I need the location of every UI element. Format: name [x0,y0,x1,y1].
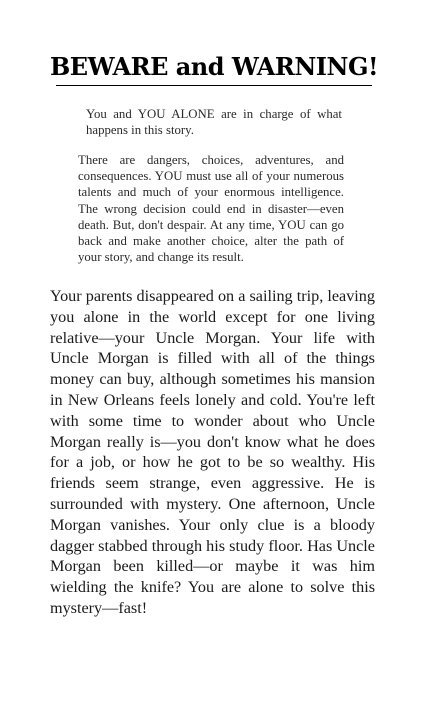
synopsis-paragraph: Your parents disappeared on a sailing trip, leaving you alone in the world except for one living relative—your Uncle Morgan. Your life with Uncle Morgan is filled with all of the things money can buy, although sometimes his mansion in New Orleans feels lonely and cold. You're left with some time to wonder about who Uncle Morgan really is—you don't know what he does for a job, or how he got to be so wealthy. His friends seem strange, even aggressive. He is surrounded with mystery. One afternoon, Uncle Morgan vanishes. Your only clue is a bloody dagger stabbed through his study floor. Has Uncle Morgan been killed—or maybe it was him wielding the knife? You are alone to solve this mystery—fast! [50,287,375,617]
title-underline [56,85,372,86]
page-title: BEWARE and WARNING! [50,52,378,81]
intro-paragraph-1: You and YOU ALONE are in charge of what happens in this story. [86,107,342,138]
intro-paragraph-2: There are dangers, choices, adventures, and consequences. YOU must use all of your numerous talents and much of your enormous intelligence. The wrong decision could end in disaster—even death. But, don't despair. At any time, YOU can go back and make another choice, alter the path of your story, and change its result. [78,153,344,265]
